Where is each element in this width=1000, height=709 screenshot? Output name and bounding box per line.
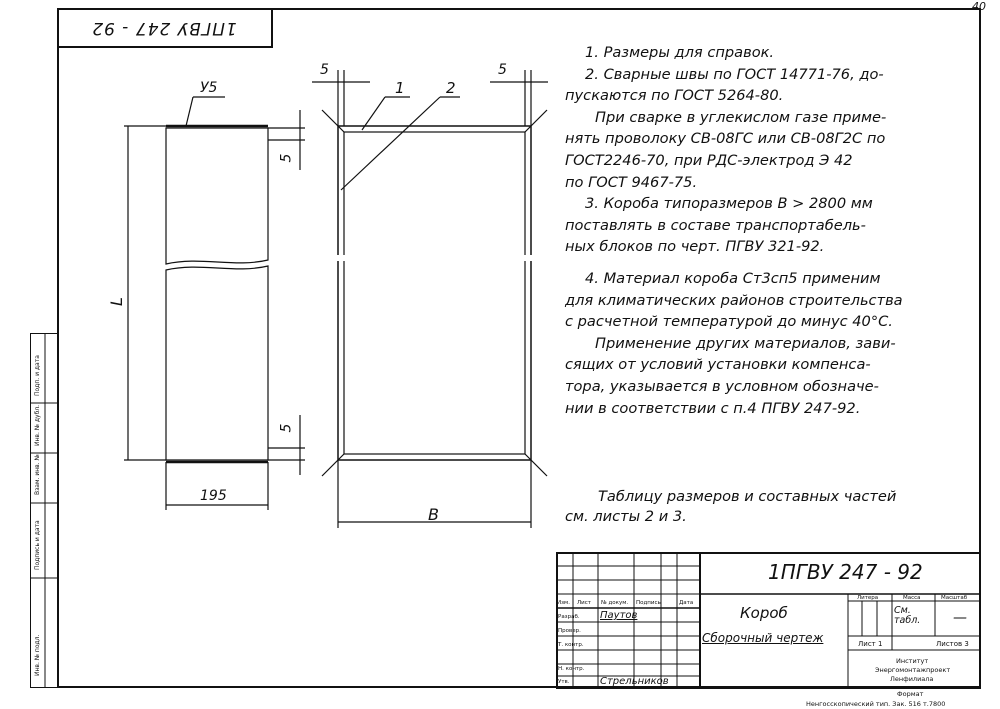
- dim-5-top: 5: [278, 153, 295, 163]
- table-ref-line-1: Таблицу размеров и составных частей: [598, 488, 897, 505]
- dim-B: B: [428, 505, 439, 524]
- top-stamp-code: 1ПГВУ 247 - 92: [91, 18, 237, 38]
- part-label-2: 2: [446, 79, 456, 97]
- hdr-list: Лист: [577, 600, 591, 606]
- scale-value: —: [953, 610, 967, 626]
- scale-label: Масштаб: [941, 595, 968, 601]
- role-tcontr: Т. контр.: [558, 642, 584, 648]
- sheets-label: Листов 3: [936, 640, 969, 648]
- note-line: с расчетной температурой до минус 40°С.: [565, 313, 893, 331]
- note-line: 4. Материал короба Ст3сп5 применим: [585, 269, 881, 287]
- side-label-dup: Инв. № дубл.: [34, 404, 41, 446]
- part-label-1: 1: [395, 79, 405, 97]
- note-line: ных блоков по черт. ПГВУ 321-92.: [565, 238, 825, 256]
- note-line: ГОСТ2246-70, при РДС-электрод Э 42: [565, 151, 853, 169]
- hdr-izm: Изм.: [557, 600, 570, 606]
- org-line-3: Ленфилиала: [890, 675, 934, 683]
- note-line: При сварке в углекислом газе приме-: [595, 108, 887, 126]
- role-approve: Утв.: [558, 679, 570, 685]
- side-label-date: Подп. и дата: [34, 355, 41, 396]
- product-name: Короб: [740, 604, 788, 622]
- sheet-label: Лист 1: [858, 640, 883, 648]
- dim-5-left: 5: [320, 62, 329, 78]
- note-line: 1. Размеры для справок.: [585, 44, 775, 61]
- note-line: 2. Сварные швы по ГОСТ 14771-76, до-: [585, 65, 884, 83]
- note-line: нять проволоку СВ-08ГС или СВ-08Г2С по: [565, 130, 886, 148]
- role-dev: Разраб.: [558, 614, 580, 620]
- hdr-date: Дата: [679, 600, 694, 606]
- drawing-type: Сборочный чертеж: [702, 631, 824, 645]
- role-ncontr: Н. контр.: [558, 666, 585, 672]
- org-line-2: Энергомонтажпроект: [875, 666, 951, 674]
- hdr-sign: Подпись: [636, 600, 661, 606]
- note-line: Применение других материалов, зави-: [595, 334, 896, 352]
- approver-name: Стрельников: [600, 676, 669, 687]
- org-line-1: Институт: [896, 657, 929, 665]
- note-line: нии в соответствии с п.4 ПГВУ 247-92.: [565, 399, 861, 417]
- dim-5-bottom: 5: [278, 423, 295, 433]
- note-line: для климатических районов строительства: [565, 291, 903, 309]
- litera-label: Литера: [857, 595, 879, 601]
- dim-195: 195: [200, 488, 227, 504]
- format-label: Формат: [897, 690, 924, 698]
- dim-L: L: [106, 297, 126, 306]
- note-line: сящих от условий установки компенса-: [565, 356, 871, 374]
- role-check: Провер.: [558, 628, 581, 634]
- doc-code: 1ПГВУ 247 - 92: [768, 560, 923, 584]
- page-number: 40: [972, 0, 986, 13]
- weld-label: У5: [200, 80, 218, 96]
- note-line: по ГОСТ 9467-75.: [565, 173, 698, 191]
- note-line: 3. Короба типоразмеров В > 2800 мм: [585, 195, 873, 213]
- side-label-inv: Инв. № подл.: [34, 634, 41, 676]
- dim-5-right: 5: [498, 62, 507, 78]
- note-line: пускаются по ГОСТ 5264-80.: [565, 87, 784, 105]
- side-label-sign: Подпись и дата: [34, 520, 41, 570]
- note-line: поставлять в составе транспортабель-: [565, 216, 866, 234]
- footer-print: Ненгосскопический тип. Зак. 516 т.7800: [806, 700, 946, 708]
- note-line: тора, указывается в условном обозначе-: [565, 377, 879, 395]
- table-ref-line-2: см. листы 2 и 3.: [565, 508, 687, 525]
- mass-value: См. табл.: [894, 605, 921, 626]
- hdr-doc: № докум.: [601, 600, 629, 606]
- side-label-replace: Взам. инв. №: [34, 454, 41, 495]
- mass-label: Масса: [903, 595, 921, 601]
- developer-name: Паутов: [600, 610, 638, 621]
